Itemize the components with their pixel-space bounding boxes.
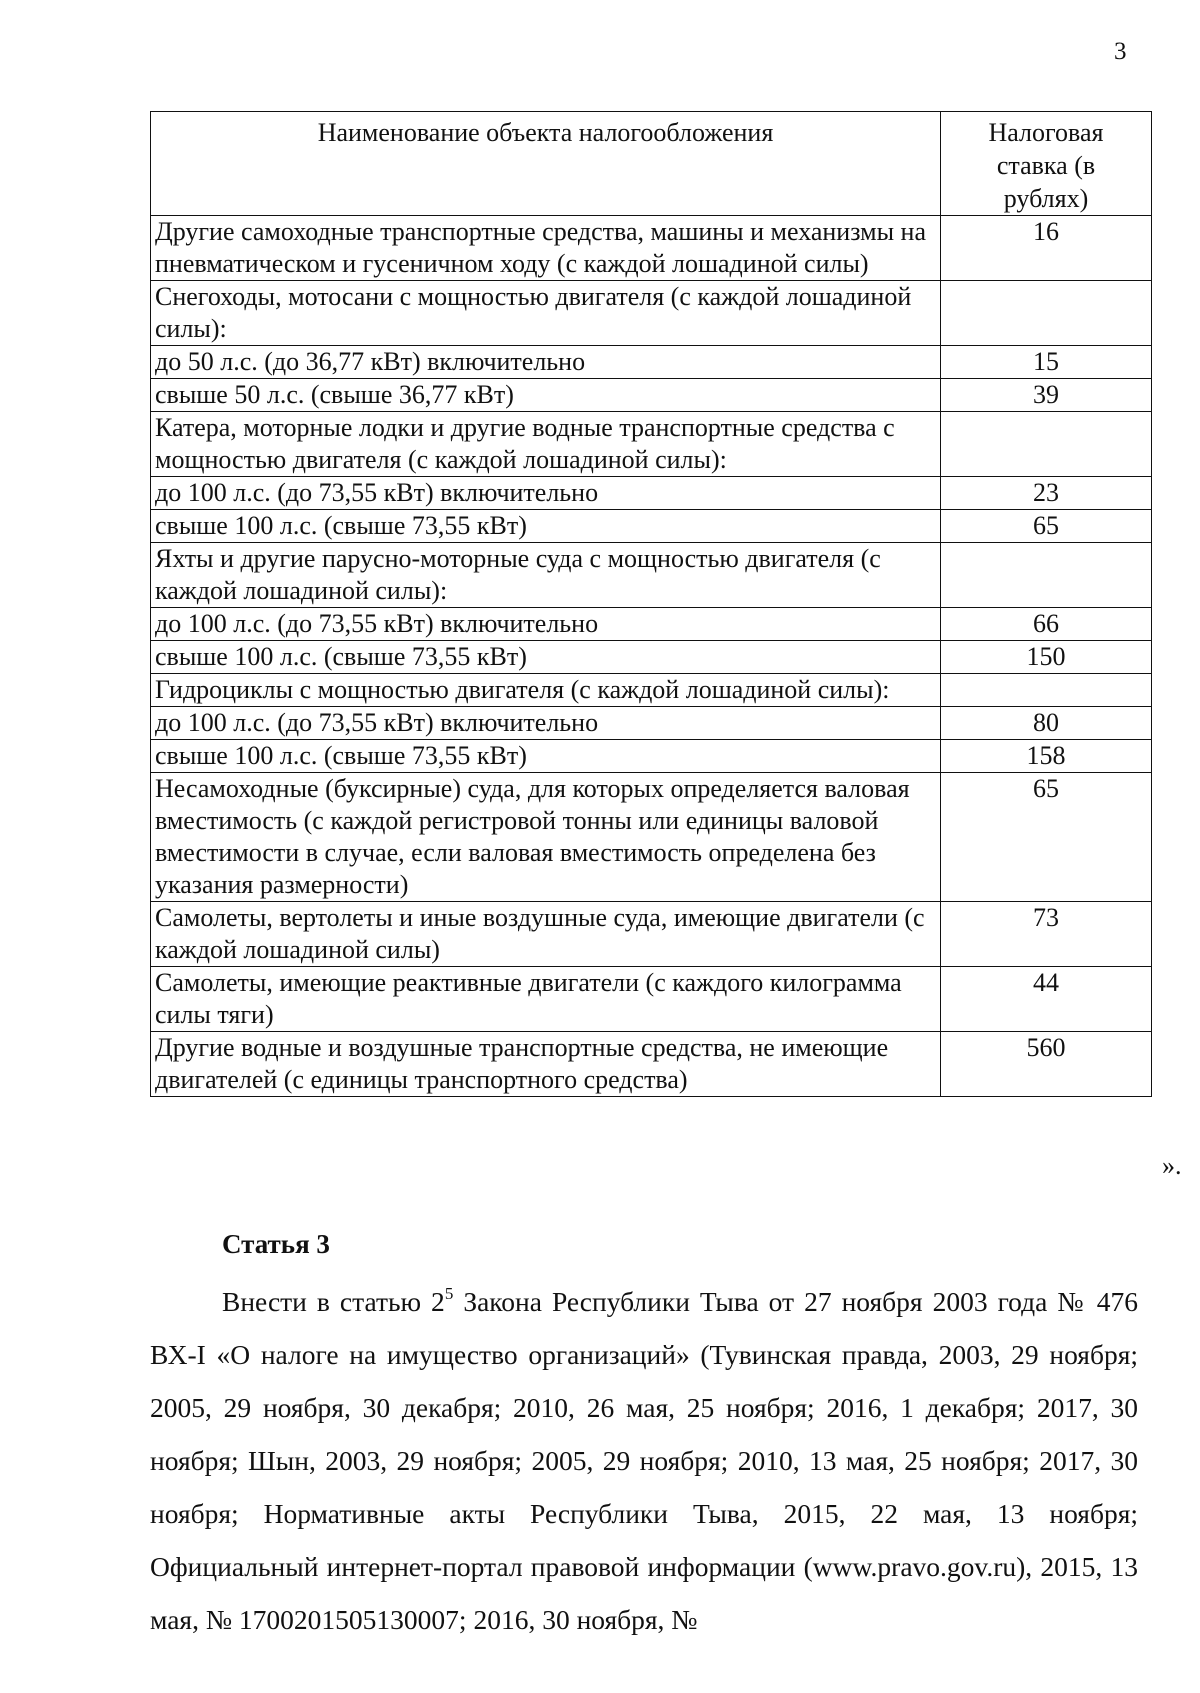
- table-row: [151, 412, 1152, 477]
- table-row: [151, 740, 1152, 773]
- column-header-rate: [941, 112, 1152, 216]
- closing-quote-mark: ».: [1162, 1151, 1182, 1180]
- article-body-rest: Закона Республики Тыва от 27 ноября 2003 года № 476 ВХ-I «О налоге на имущество организаций» (Тувинская правда, 2003, 29 ноября; 2005, 29 ноября, 30 декабря; 2010, 26 мая, 25 ноября; 2016, 1 декабря; 2017, 30 ноября; Шын, 2003, 29 ноября; 2005, 29 ноября; 2010, 13 мая, 25 ноября; 2017, 30 ноября; Нормативные акты Республики Тыва, 2015, 22 мая, 13 ноября; Официальный интернет-портал правовой информации (www.pravo.gov.ru), 2015, 13 мая, № 1700201505130007; 2016, 30 ноября, №: [150, 1286, 1138, 1635]
- table-row: [151, 608, 1152, 641]
- table-row: [151, 477, 1152, 510]
- rate-cell: 158: [941, 740, 1152, 773]
- object-cell: Катера, моторные лодки и другие водные транспортные средства с мощностью двигателя (с каждой лошадиной силы):: [151, 412, 941, 477]
- table-row: [151, 379, 1152, 412]
- rate-cell: 65: [941, 510, 1152, 543]
- object-cell: до 100 л.с. (до 73,55 кВт) включительно: [151, 707, 941, 740]
- rate-cell: 15: [941, 346, 1152, 379]
- object-cell: свыше 100 л.с. (свыше 73,55 кВт): [151, 740, 941, 773]
- rate-cell: [941, 543, 1152, 608]
- object-cell: свыше 100 л.с. (свыше 73,55 кВт): [151, 641, 941, 674]
- table-row: [151, 773, 1152, 902]
- rate-cell: 65: [941, 773, 1152, 902]
- object-cell: Самолеты, имеющие реактивные двигатели (с каждого килограмма силы тяги): [151, 967, 941, 1032]
- object-cell: Несамоходные (буксирные) суда, для которых определяется валовая вместимость (с каждой регистровой тонны или единицы валовой вместимости в случае, если валовая вместимость определена без указания размерности): [151, 773, 941, 902]
- table-header-row: [151, 112, 1152, 216]
- object-cell: Снегоходы, мотосани с мощностью двигателя (с каждой лошадиной силы):: [151, 281, 941, 346]
- rate-cell: 560: [941, 1032, 1152, 1097]
- rate-cell: 16: [941, 216, 1152, 281]
- article-superscript: 5: [444, 1284, 454, 1303]
- table-row: [151, 707, 1152, 740]
- object-cell: Яхты и другие парусно-моторные суда с мощностью двигателя (с каждой лошадиной силы):: [151, 543, 941, 608]
- rate-cell: 44: [941, 967, 1152, 1032]
- object-cell: свыше 100 л.с. (свыше 73,55 кВт): [151, 510, 941, 543]
- table-row: [151, 216, 1152, 281]
- table-row: [151, 1032, 1152, 1097]
- table-row: [151, 641, 1152, 674]
- article-heading: Статья 3: [222, 1229, 330, 1259]
- table-row: [151, 902, 1152, 967]
- object-cell: до 100 л.с. (до 73,55 кВт) включительно: [151, 608, 941, 641]
- column-header-object: Наименование объекта налогообложения: [151, 112, 941, 216]
- object-cell: до 50 л.с. (до 36,77 кВт) включительно: [151, 346, 941, 379]
- object-cell: свыше 50 л.с. (свыше 36,77 кВт): [151, 379, 941, 412]
- table-row: [151, 281, 1152, 346]
- tax-rate-table: [150, 111, 1152, 1097]
- page-number: 3: [1114, 38, 1127, 65]
- rate-cell: 23: [941, 477, 1152, 510]
- rate-cell: [941, 674, 1152, 707]
- object-cell: до 100 л.с. (до 73,55 кВт) включительно: [151, 477, 941, 510]
- object-cell: Другие самоходные транспортные средства, машины и механизмы на пневматическом и гусеничном ходу (с каждой лошадиной силы): [151, 216, 941, 281]
- object-cell: Самолеты, вертолеты и иные воздушные суда, имеющие двигатели (с каждой лошадиной силы): [151, 902, 941, 967]
- table-row: [151, 674, 1152, 707]
- rate-cell: [941, 281, 1152, 346]
- table-row: [151, 510, 1152, 543]
- rate-cell: [941, 412, 1152, 477]
- rate-header-text: Налоговая ставка (в рублях): [988, 118, 1104, 213]
- table-row: [151, 543, 1152, 608]
- rate-cell: 39: [941, 379, 1152, 412]
- article-body-start: Внести в статью 2: [222, 1286, 445, 1317]
- object-cell: Другие водные и воздушные транспортные средства, не имеющие двигателей (с единицы транспортного средства): [151, 1032, 941, 1097]
- rate-cell: 80: [941, 707, 1152, 740]
- object-cell: Гидроциклы с мощностью двигателя (с каждой лошадиной силы):: [151, 674, 941, 707]
- rate-cell: 66: [941, 608, 1152, 641]
- rate-cell: 150: [941, 641, 1152, 674]
- rate-cell: 73: [941, 902, 1152, 967]
- table-row: [151, 967, 1152, 1032]
- table-row: [151, 346, 1152, 379]
- article-body: [150, 1275, 1138, 1646]
